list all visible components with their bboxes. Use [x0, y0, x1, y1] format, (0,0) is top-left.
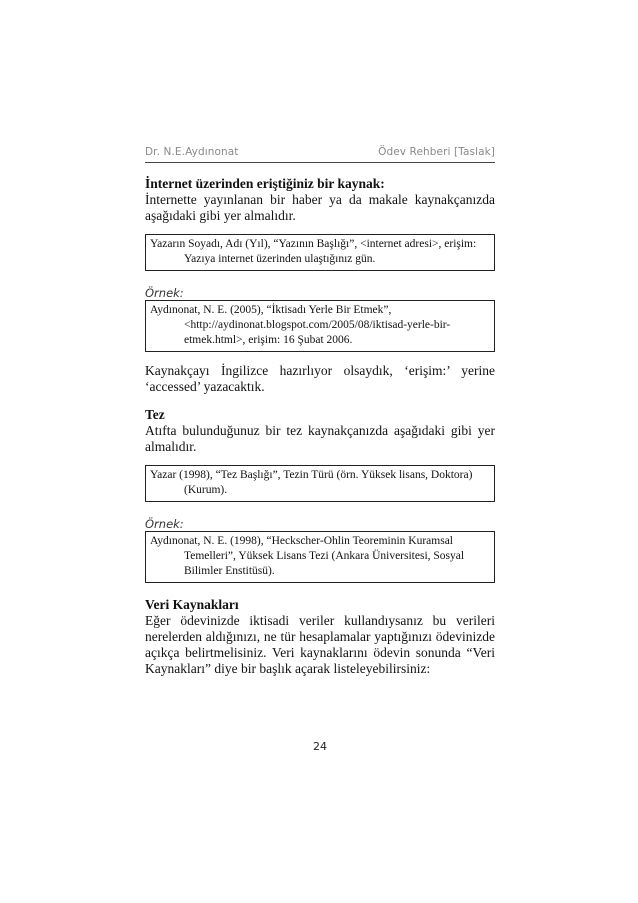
header-title: Ödev Rehberi [Taslak]	[378, 146, 495, 158]
internet-format-text: Yazarın Soyadı, Adı (Yıl), “Yazının Başlığı”, <internet adresi>, erişim: Yazıya internet üzerinden ulaştığınız gün.	[150, 238, 477, 265]
thesis-example-text: Aydınonat, N. E. (1998), “Heckscher-Ohlin Teoreminin Kuramsal Temelleri”, Yüksek Lisans Tezi (Ankara Üniversitesi, Sosyal Bilimler Enstitüsü).	[150, 535, 465, 577]
internet-example-text: Aydınonat, N. E. (2005), “İktisadı Yerle Bir Etmek”, <http://aydinonat.blogspot.com/2005/08/iktisad-yerle-bir-etmek.html>, erişim: 16 Şubat 2006.	[150, 304, 451, 346]
thesis-format-box	[145, 465, 495, 502]
internet-example-label: Örnek:	[145, 286, 184, 300]
header-author: Dr. N.E.Aydınonat	[145, 146, 239, 158]
running-header	[145, 146, 495, 158]
header-rule	[145, 162, 495, 163]
document-page	[145, 0, 495, 903]
thesis-example-label: Örnek:	[145, 517, 184, 531]
page-content	[145, 176, 495, 677]
data-sources-body: Eğer ödevinizde iktisadi veriler kullandıysanız bu verileri nerelerden aldığınızı, ne tür hesaplamalar yaptığınızı ödevinizde açıkça belirtmelisiniz. Veri kaynaklarını ödevin sonunda “Veri Kaynakları” diye bir başlık açarak listeleyebilirsiniz:	[145, 613, 495, 676]
thesis-heading: Tez	[145, 407, 165, 422]
english-note: Kaynakçayı İngilizce hazırlıyor olsaydık, ‘erişim:’ yerine ‘accessed’ yazacaktık.	[145, 363, 495, 394]
internet-example-box	[145, 300, 495, 352]
thesis-example-box	[145, 531, 495, 583]
internet-source-heading: İnternet üzerinden eriştiğiniz bir kaynak:	[145, 176, 385, 191]
internet-source-body: İnternette yayınlanan bir haber ya da makale kaynakçanızda aşağıdaki gibi yer almalıdır.	[145, 192, 495, 223]
data-sources-heading: Veri Kaynakları	[145, 597, 239, 612]
page-number: 24	[313, 740, 327, 753]
thesis-format-text: Yazar (1998), “Tez Başlığı”, Tezin Türü (örn. Yüksek lisans, Doktora) (Kurum).	[150, 469, 473, 496]
internet-format-box	[145, 234, 495, 271]
thesis-body: Atıfta bulunduğunuz bir tez kaynakçanızda aşağıdaki gibi yer almalıdır.	[145, 423, 495, 454]
